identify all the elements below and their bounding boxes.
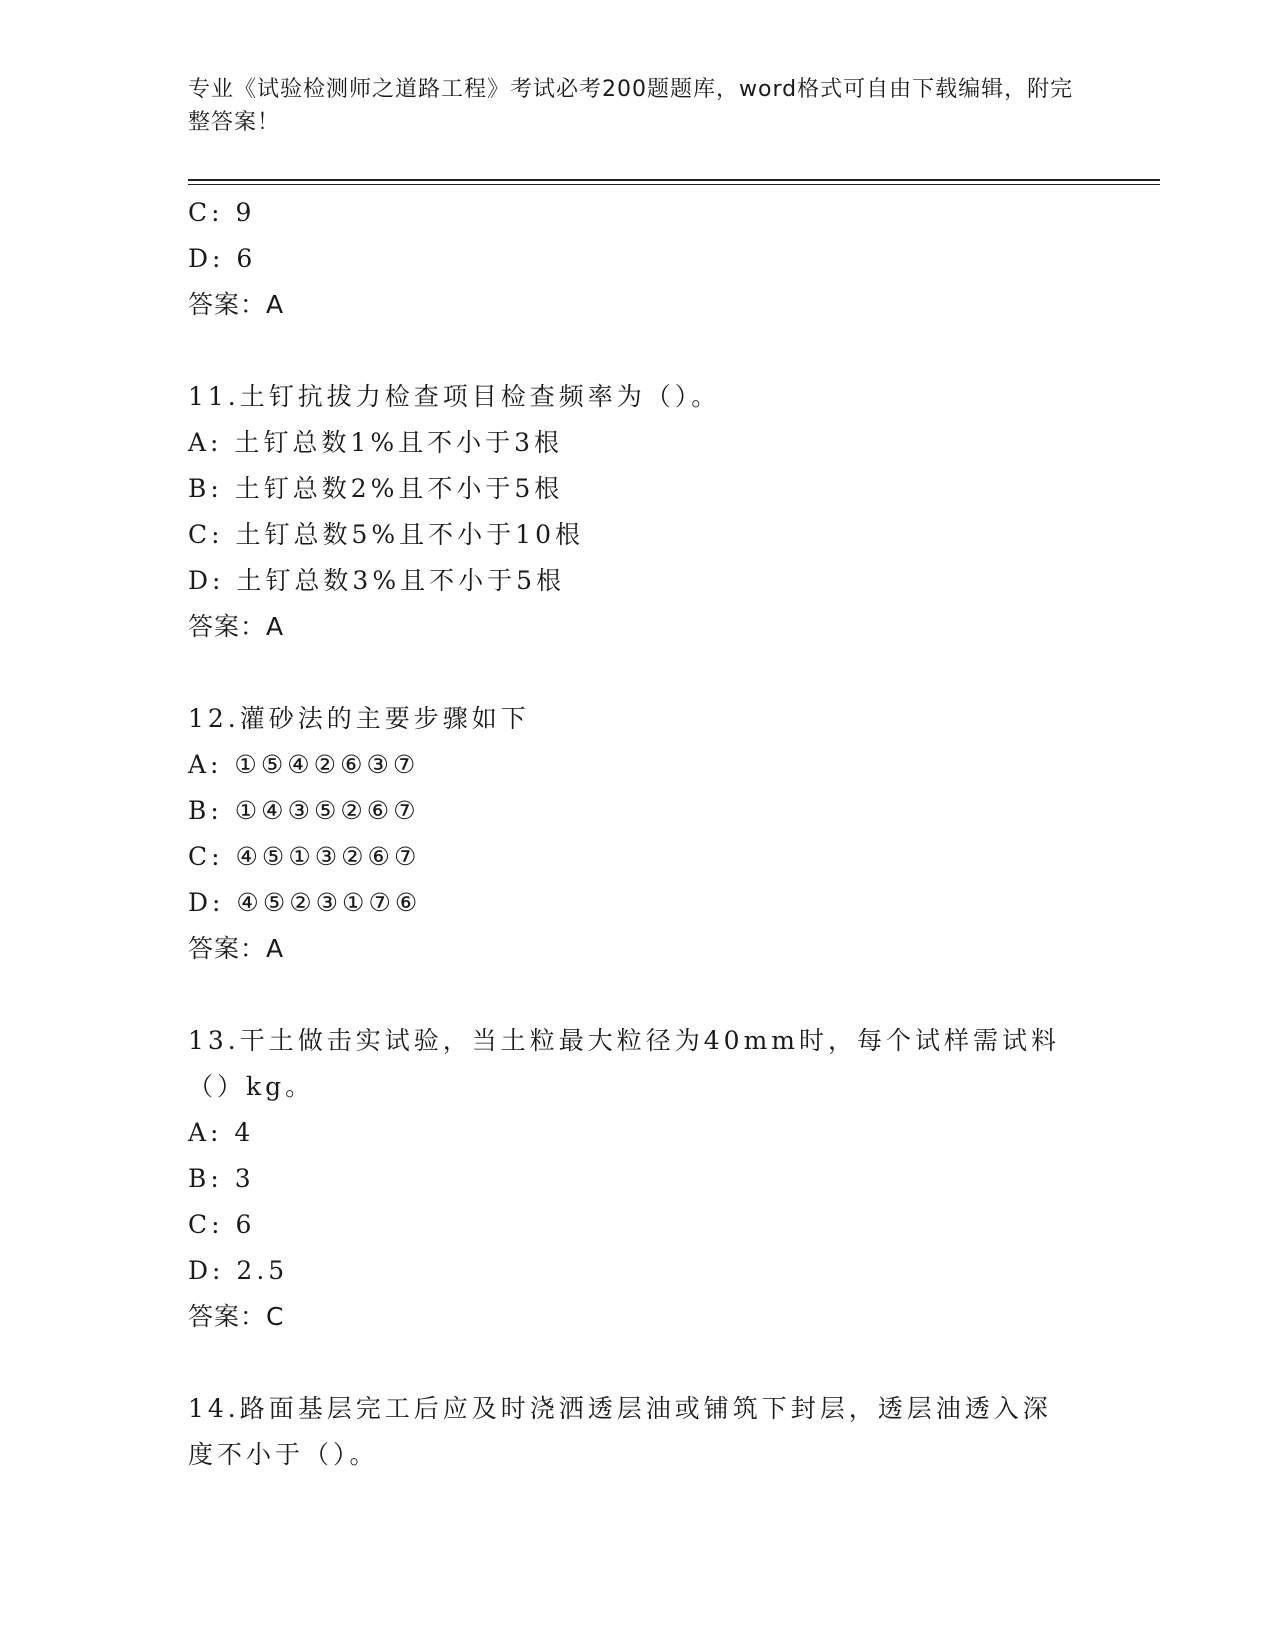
- spacer: [188, 1340, 1088, 1386]
- answer-line: 答案：C: [188, 1302, 285, 1331]
- option-d: D: ④⑤②③①⑦⑥: [188, 888, 422, 917]
- option-a: A: ①⑤④②⑥③⑦: [188, 750, 420, 779]
- option-b: B: 土钉总数2%且不小于5根: [188, 474, 564, 503]
- spacer: [188, 328, 1088, 374]
- question-list: [188, 190, 1088, 1478]
- question-text: 14.路面基层完工后应及时浇洒透层油或铺筑下封层，透层油透入深度不小于（）。: [188, 1394, 1052, 1469]
- question-text: 13.干土做击实试验，当土粒最大粒径为40mm时，每个试样需试料（）kg。: [188, 1026, 1060, 1101]
- answer-line: 答案：A: [188, 934, 285, 963]
- option-d: D: 土钉总数3%且不小于5根: [188, 566, 565, 595]
- option-d: D: 2.5: [188, 1256, 289, 1285]
- option-c: C: ④⑤①③②⑥⑦: [188, 842, 421, 871]
- question-text: 11.土钉抗拔力检查项目检查频率为（）。: [188, 382, 721, 411]
- option-a: A: 4: [188, 1118, 255, 1147]
- answer-line: 答案：A: [188, 612, 285, 641]
- header-rule-thick: [188, 179, 1160, 181]
- option-d: D: 6: [188, 244, 257, 273]
- document-header: 专业《试验检测师之道路工程》考试必考200题题库，word格式可自由下载编辑，附完整答案！: [188, 77, 1074, 135]
- option-a: A: 土钉总数1%且不小于3根: [188, 428, 563, 457]
- option-b: B: 3: [188, 1164, 255, 1193]
- spacer: [188, 650, 1088, 696]
- header-rule-thin: [188, 184, 1160, 185]
- spacer: [188, 972, 1088, 1018]
- option-b: B: ①④③⑤②⑥⑦: [188, 796, 420, 825]
- question-text: 12.灌砂法的主要步骤如下: [188, 704, 530, 733]
- option-c: C: 土钉总数5%且不小于10根: [188, 520, 584, 549]
- option-c: C: 9: [188, 198, 256, 227]
- answer-line: 答案：A: [188, 290, 285, 319]
- option-c: C: 6: [188, 1210, 256, 1239]
